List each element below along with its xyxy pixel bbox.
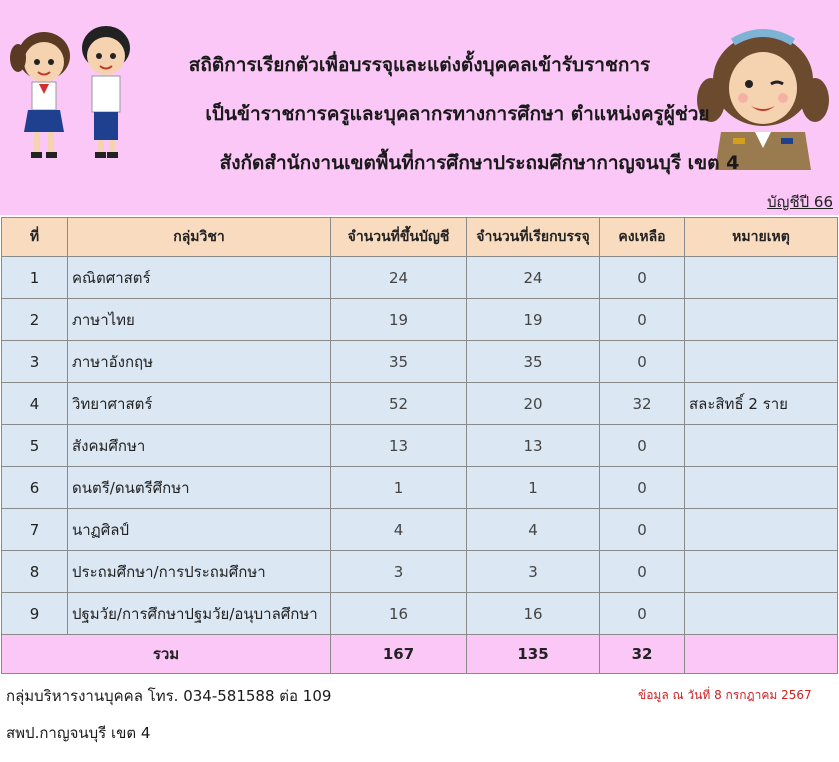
total-listed: 167 [331,635,467,674]
row-called: 13 [467,425,600,467]
total-row [2,635,838,674]
row-remaining: 0 [600,467,685,509]
row-remaining: 0 [600,257,685,299]
column-header-note: หมายเหตุ [685,218,838,257]
row-subject: วิทยาศาสตร์ [68,383,331,425]
row-note [685,509,838,551]
row-subject: ประถมศึกษา/การประถมศึกษา [68,551,331,593]
row-called: 3 [467,551,600,593]
row-listed: 24 [331,257,467,299]
table-row [2,383,838,425]
row-note [685,299,838,341]
table-row [2,593,838,635]
row-called: 24 [467,257,600,299]
row-note [685,425,838,467]
row-number: 9 [2,593,68,635]
total-remaining: 32 [600,635,685,674]
row-note [685,257,838,299]
row-subject: นาฏศิลป์ [68,509,331,551]
row-listed: 3 [331,551,467,593]
header-banner [0,0,839,215]
row-note: สละสิทธิ์ 2 ราย [685,383,838,425]
row-listed: 16 [331,593,467,635]
row-called: 35 [467,341,600,383]
title-line-1: สถิติการเรียกตัวเพื่อบรรจุและแต่งตั้งบุคคลเข้ารับราชการ [188,54,651,76]
row-number: 1 [2,257,68,299]
total-note [685,635,838,674]
row-remaining: 32 [600,383,685,425]
table-row [2,425,838,467]
row-remaining: 0 [600,551,685,593]
row-listed: 13 [331,425,467,467]
data-date: ข้อมูล ณ วันที่ 8 กรกฎาคม 2567 [638,688,812,702]
row-called: 19 [467,299,600,341]
row-note [685,551,838,593]
title-line-2: เป็นข้าราชการครูและบุคลากรทางการศึกษา ตำแหน่งครูผู้ช่วย [205,103,710,125]
table-row [2,341,838,383]
row-called: 20 [467,383,600,425]
row-number: 4 [2,383,68,425]
row-note [685,467,838,509]
row-remaining: 0 [600,509,685,551]
column-header-listed: จำนวนที่ขึ้นบัญชี [331,218,467,257]
row-subject: ปฐมวัย/การศึกษาปฐมวัย/อนุบาลศึกษา [68,593,331,635]
table-row [2,257,838,299]
contact-info: กลุ่มบริหารงานบุคคล โทร. 034-581588 ต่อ 109 [6,687,332,705]
table-header-row [2,218,838,257]
row-called: 4 [467,509,600,551]
row-listed: 4 [331,509,467,551]
row-called: 16 [467,593,600,635]
row-number: 3 [2,341,68,383]
total-label: รวม [2,635,331,674]
row-remaining: 0 [600,341,685,383]
office-name: สพป.กาญจนบุรี เขต 4 [6,724,151,742]
row-listed: 1 [331,467,467,509]
row-number: 8 [2,551,68,593]
column-header-no: ที่ [2,218,68,257]
row-subject: คณิตศาสตร์ [68,257,331,299]
table-row [2,299,838,341]
row-remaining: 0 [600,593,685,635]
row-note [685,593,838,635]
table-row [2,509,838,551]
row-remaining: 0 [600,299,685,341]
row-subject: ดนตรี/ดนตรีศึกษา [68,467,331,509]
row-note [685,341,838,383]
row-number: 7 [2,509,68,551]
row-subject: สังคมศึกษา [68,425,331,467]
row-number: 5 [2,425,68,467]
row-listed: 52 [331,383,467,425]
row-subject: ภาษาไทย [68,299,331,341]
table-row [2,467,838,509]
row-remaining: 0 [600,425,685,467]
row-listed: 19 [331,299,467,341]
table-row [2,551,838,593]
column-header-called: จำนวนที่เรียกบรรจุ [467,218,600,257]
row-listed: 35 [331,341,467,383]
total-called: 135 [467,635,600,674]
statistics-table [1,217,838,674]
row-number: 2 [2,299,68,341]
list-year-label: บัญชีปี 66 [767,193,833,211]
row-number: 6 [2,467,68,509]
column-header-subject: กลุ่มวิชา [68,218,331,257]
row-called: 1 [467,467,600,509]
row-subject: ภาษาอังกฤษ [68,341,331,383]
children-cartoon-illustration [6,14,141,164]
column-header-remaining: คงเหลือ [600,218,685,257]
title-line-3: สังกัดสำนักงานเขตพื้นที่การศึกษาประถมศึกษากาญจนบุรี เขต 4 [219,152,740,174]
